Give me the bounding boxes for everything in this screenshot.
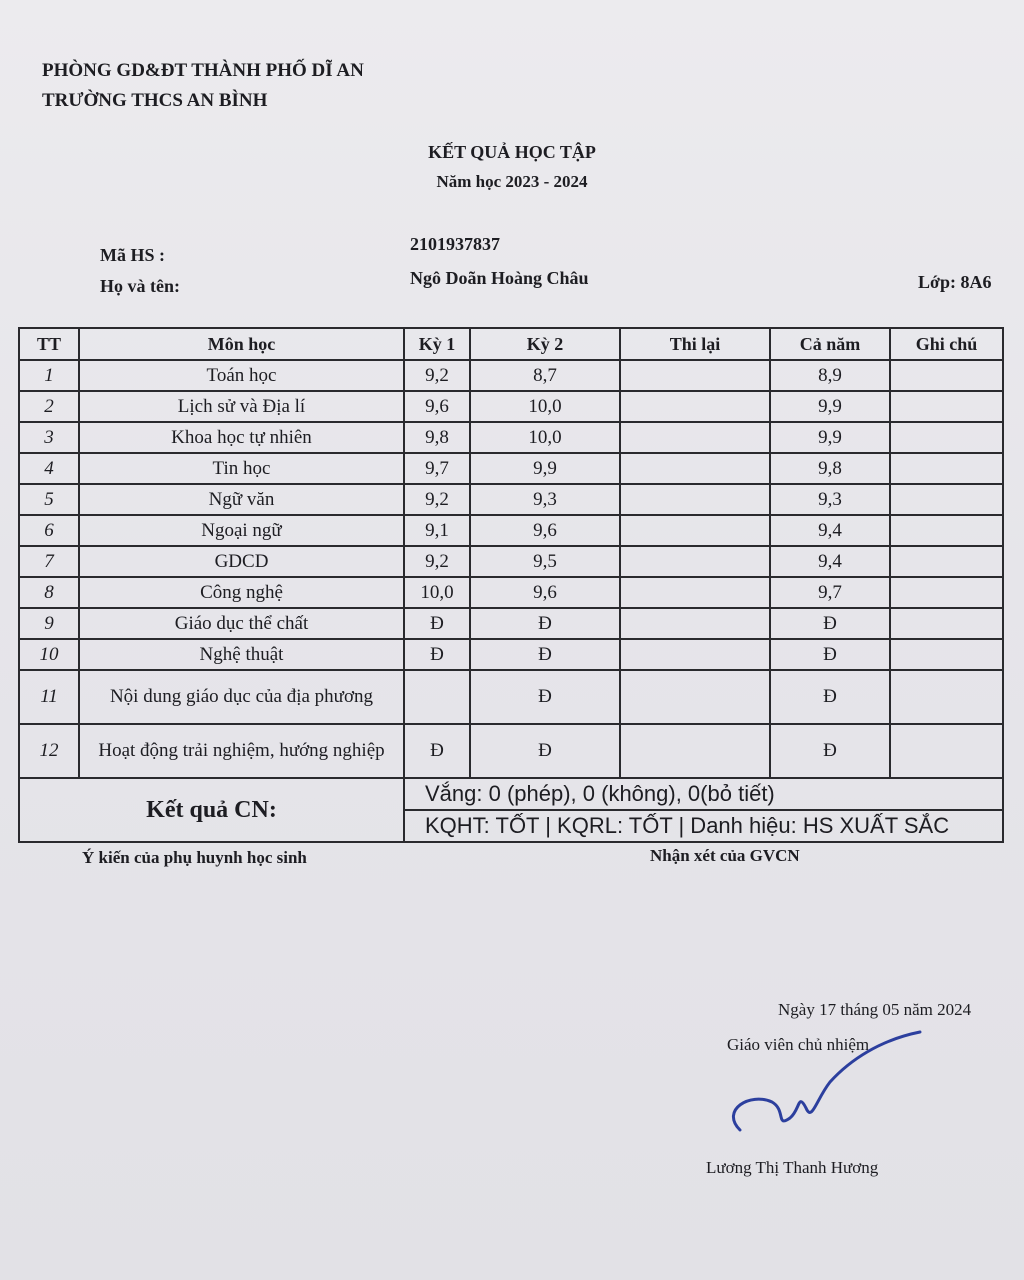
cell-subject: GDCD bbox=[79, 546, 404, 577]
cell-term1: Đ bbox=[404, 724, 470, 778]
cell-note bbox=[890, 515, 1003, 546]
table-row bbox=[19, 546, 1003, 577]
table-row bbox=[19, 577, 1003, 608]
cell-retake bbox=[620, 515, 770, 546]
table-row bbox=[19, 484, 1003, 515]
cell-retake bbox=[620, 577, 770, 608]
cell-tt: 11 bbox=[19, 670, 79, 724]
cell-retake bbox=[620, 453, 770, 484]
cell-term2: 9,5 bbox=[470, 546, 620, 577]
cell-term1: 9,8 bbox=[404, 422, 470, 453]
cell-tt: 1 bbox=[19, 360, 79, 391]
cell-retake bbox=[620, 670, 770, 724]
student-id-label: Mã HS : bbox=[100, 245, 165, 265]
cell-subject: Lịch sử và Địa lí bbox=[79, 391, 404, 422]
table-row bbox=[19, 639, 1003, 670]
handwritten-signature bbox=[720, 1030, 940, 1140]
table-row bbox=[19, 391, 1003, 422]
cell-note bbox=[890, 453, 1003, 484]
cell-term2: 9,6 bbox=[470, 515, 620, 546]
cell-retake bbox=[620, 391, 770, 422]
cell-retake bbox=[620, 484, 770, 515]
cell-year: Đ bbox=[770, 639, 890, 670]
cell-note bbox=[890, 639, 1003, 670]
cell-term1: 9,6 bbox=[404, 391, 470, 422]
table-row bbox=[19, 724, 1003, 778]
cell-year: 8,9 bbox=[770, 360, 890, 391]
cell-retake bbox=[620, 546, 770, 577]
cell-term1: 9,2 bbox=[404, 360, 470, 391]
table-row bbox=[19, 453, 1003, 484]
cell-subject: Giáo dục thể chất bbox=[79, 608, 404, 639]
cell-subject: Công nghệ bbox=[79, 577, 404, 608]
cell-year: 9,8 bbox=[770, 453, 890, 484]
department-name: PHÒNG GD&ĐT THÀNH PHỐ DĨ AN bbox=[42, 60, 364, 81]
cell-term2: 8,7 bbox=[470, 360, 620, 391]
cell-subject: Toán học bbox=[79, 360, 404, 391]
cell-retake bbox=[620, 360, 770, 391]
cell-term1: 9,7 bbox=[404, 453, 470, 484]
school-name: TRƯỜNG THCS AN BÌNH bbox=[42, 90, 268, 111]
cell-subject: Khoa học tự nhiên bbox=[79, 422, 404, 453]
cell-term2: 10,0 bbox=[470, 391, 620, 422]
cell-tt: 9 bbox=[19, 608, 79, 639]
cell-subject: Ngoại ngữ bbox=[79, 515, 404, 546]
cell-year: 9,7 bbox=[770, 577, 890, 608]
cell-note bbox=[890, 484, 1003, 515]
document-title: KẾT QUẢ HỌC TẬP bbox=[428, 142, 596, 162]
table-header-row bbox=[19, 328, 1003, 360]
table-row bbox=[19, 422, 1003, 453]
cell-subject: Tin học bbox=[79, 453, 404, 484]
cell-term2: Đ bbox=[470, 639, 620, 670]
cell-year: 9,9 bbox=[770, 422, 890, 453]
cell-year: 9,9 bbox=[770, 391, 890, 422]
cell-note bbox=[890, 546, 1003, 577]
cell-note bbox=[890, 391, 1003, 422]
cell-term1: 9,2 bbox=[404, 546, 470, 577]
cell-year: 9,4 bbox=[770, 546, 890, 577]
col-header-tt: TT bbox=[19, 328, 79, 360]
table-row bbox=[19, 670, 1003, 724]
table-row bbox=[19, 608, 1003, 639]
cell-term1: Đ bbox=[404, 639, 470, 670]
cell-retake bbox=[620, 608, 770, 639]
cell-year: Đ bbox=[770, 724, 890, 778]
teacher-name: Lương Thị Thanh Hương bbox=[706, 1158, 879, 1177]
class-label: Lớp: 8A6 bbox=[918, 272, 992, 292]
cell-tt: 7 bbox=[19, 546, 79, 577]
grades-table bbox=[18, 327, 1004, 843]
cell-term2: 9,6 bbox=[470, 577, 620, 608]
cell-subject: Hoạt động trải nghiệm, hướng nghiệp bbox=[79, 724, 404, 778]
col-header-retake: Thi lại bbox=[620, 328, 770, 360]
cell-tt: 3 bbox=[19, 422, 79, 453]
cell-year: 9,4 bbox=[770, 515, 890, 546]
col-header-term1: Kỳ 1 bbox=[404, 328, 470, 360]
cell-year: Đ bbox=[770, 670, 890, 724]
col-header-year: Cả năm bbox=[770, 328, 890, 360]
cell-tt: 10 bbox=[19, 639, 79, 670]
cell-year: 9,3 bbox=[770, 484, 890, 515]
cell-retake bbox=[620, 724, 770, 778]
col-header-term2: Kỳ 2 bbox=[470, 328, 620, 360]
cell-year: Đ bbox=[770, 608, 890, 639]
cell-tt: 4 bbox=[19, 453, 79, 484]
cell-note bbox=[890, 360, 1003, 391]
table-row bbox=[19, 360, 1003, 391]
signature-date: Ngày 17 tháng 05 năm 2024 bbox=[778, 1000, 972, 1019]
cell-subject: Nội dung giáo dục của địa phương bbox=[79, 670, 404, 724]
cell-note bbox=[890, 422, 1003, 453]
cell-term1: 10,0 bbox=[404, 577, 470, 608]
student-name-label: Họ và tên: bbox=[100, 276, 180, 296]
cell-term2: 9,3 bbox=[470, 484, 620, 515]
cell-note bbox=[890, 577, 1003, 608]
table-row bbox=[19, 515, 1003, 546]
cell-term2: Đ bbox=[470, 724, 620, 778]
cell-retake bbox=[620, 639, 770, 670]
cell-subject: Nghệ thuật bbox=[79, 639, 404, 670]
cell-term2: Đ bbox=[470, 670, 620, 724]
student-id-value: 2101937837 bbox=[410, 234, 500, 254]
absence-row bbox=[19, 778, 1003, 810]
cell-note bbox=[890, 724, 1003, 778]
absence-summary: Vắng: 0 (phép), 0 (không), 0(bỏ tiết) bbox=[404, 778, 1003, 810]
school-year: Năm học 2023 - 2024 bbox=[436, 172, 588, 191]
cell-tt: 6 bbox=[19, 515, 79, 546]
cell-term2: 9,9 bbox=[470, 453, 620, 484]
cell-tt: 12 bbox=[19, 724, 79, 778]
cell-retake bbox=[620, 422, 770, 453]
cell-tt: 2 bbox=[19, 391, 79, 422]
cell-note bbox=[890, 608, 1003, 639]
parent-opinion-label: Ý kiến của phụ huynh học sinh bbox=[82, 848, 307, 867]
cell-tt: 5 bbox=[19, 484, 79, 515]
cell-tt: 8 bbox=[19, 577, 79, 608]
result-summary: KQHT: TỐT | KQRL: TỐT | Danh hiệu: HS XUẤT SẮC bbox=[404, 810, 1003, 842]
cell-subject: Ngữ văn bbox=[79, 484, 404, 515]
col-header-note: Ghi chú bbox=[890, 328, 1003, 360]
grade-rows bbox=[19, 360, 1003, 778]
cell-term1: 9,2 bbox=[404, 484, 470, 515]
col-header-subject: Môn học bbox=[79, 328, 404, 360]
cell-term1: 9,1 bbox=[404, 515, 470, 546]
teacher-role: Giáo viên chủ nhiệm bbox=[727, 1035, 870, 1054]
result-label: Kết quả CN: bbox=[19, 778, 404, 842]
cell-term1: Đ bbox=[404, 608, 470, 639]
student-name-value: Ngô Doãn Hoàng Châu bbox=[410, 268, 589, 288]
cell-term2: Đ bbox=[470, 608, 620, 639]
cell-note bbox=[890, 670, 1003, 724]
teacher-comment-label: Nhận xét của GVCN bbox=[650, 846, 800, 865]
cell-term2: 10,0 bbox=[470, 422, 620, 453]
cell-term1 bbox=[404, 670, 470, 724]
